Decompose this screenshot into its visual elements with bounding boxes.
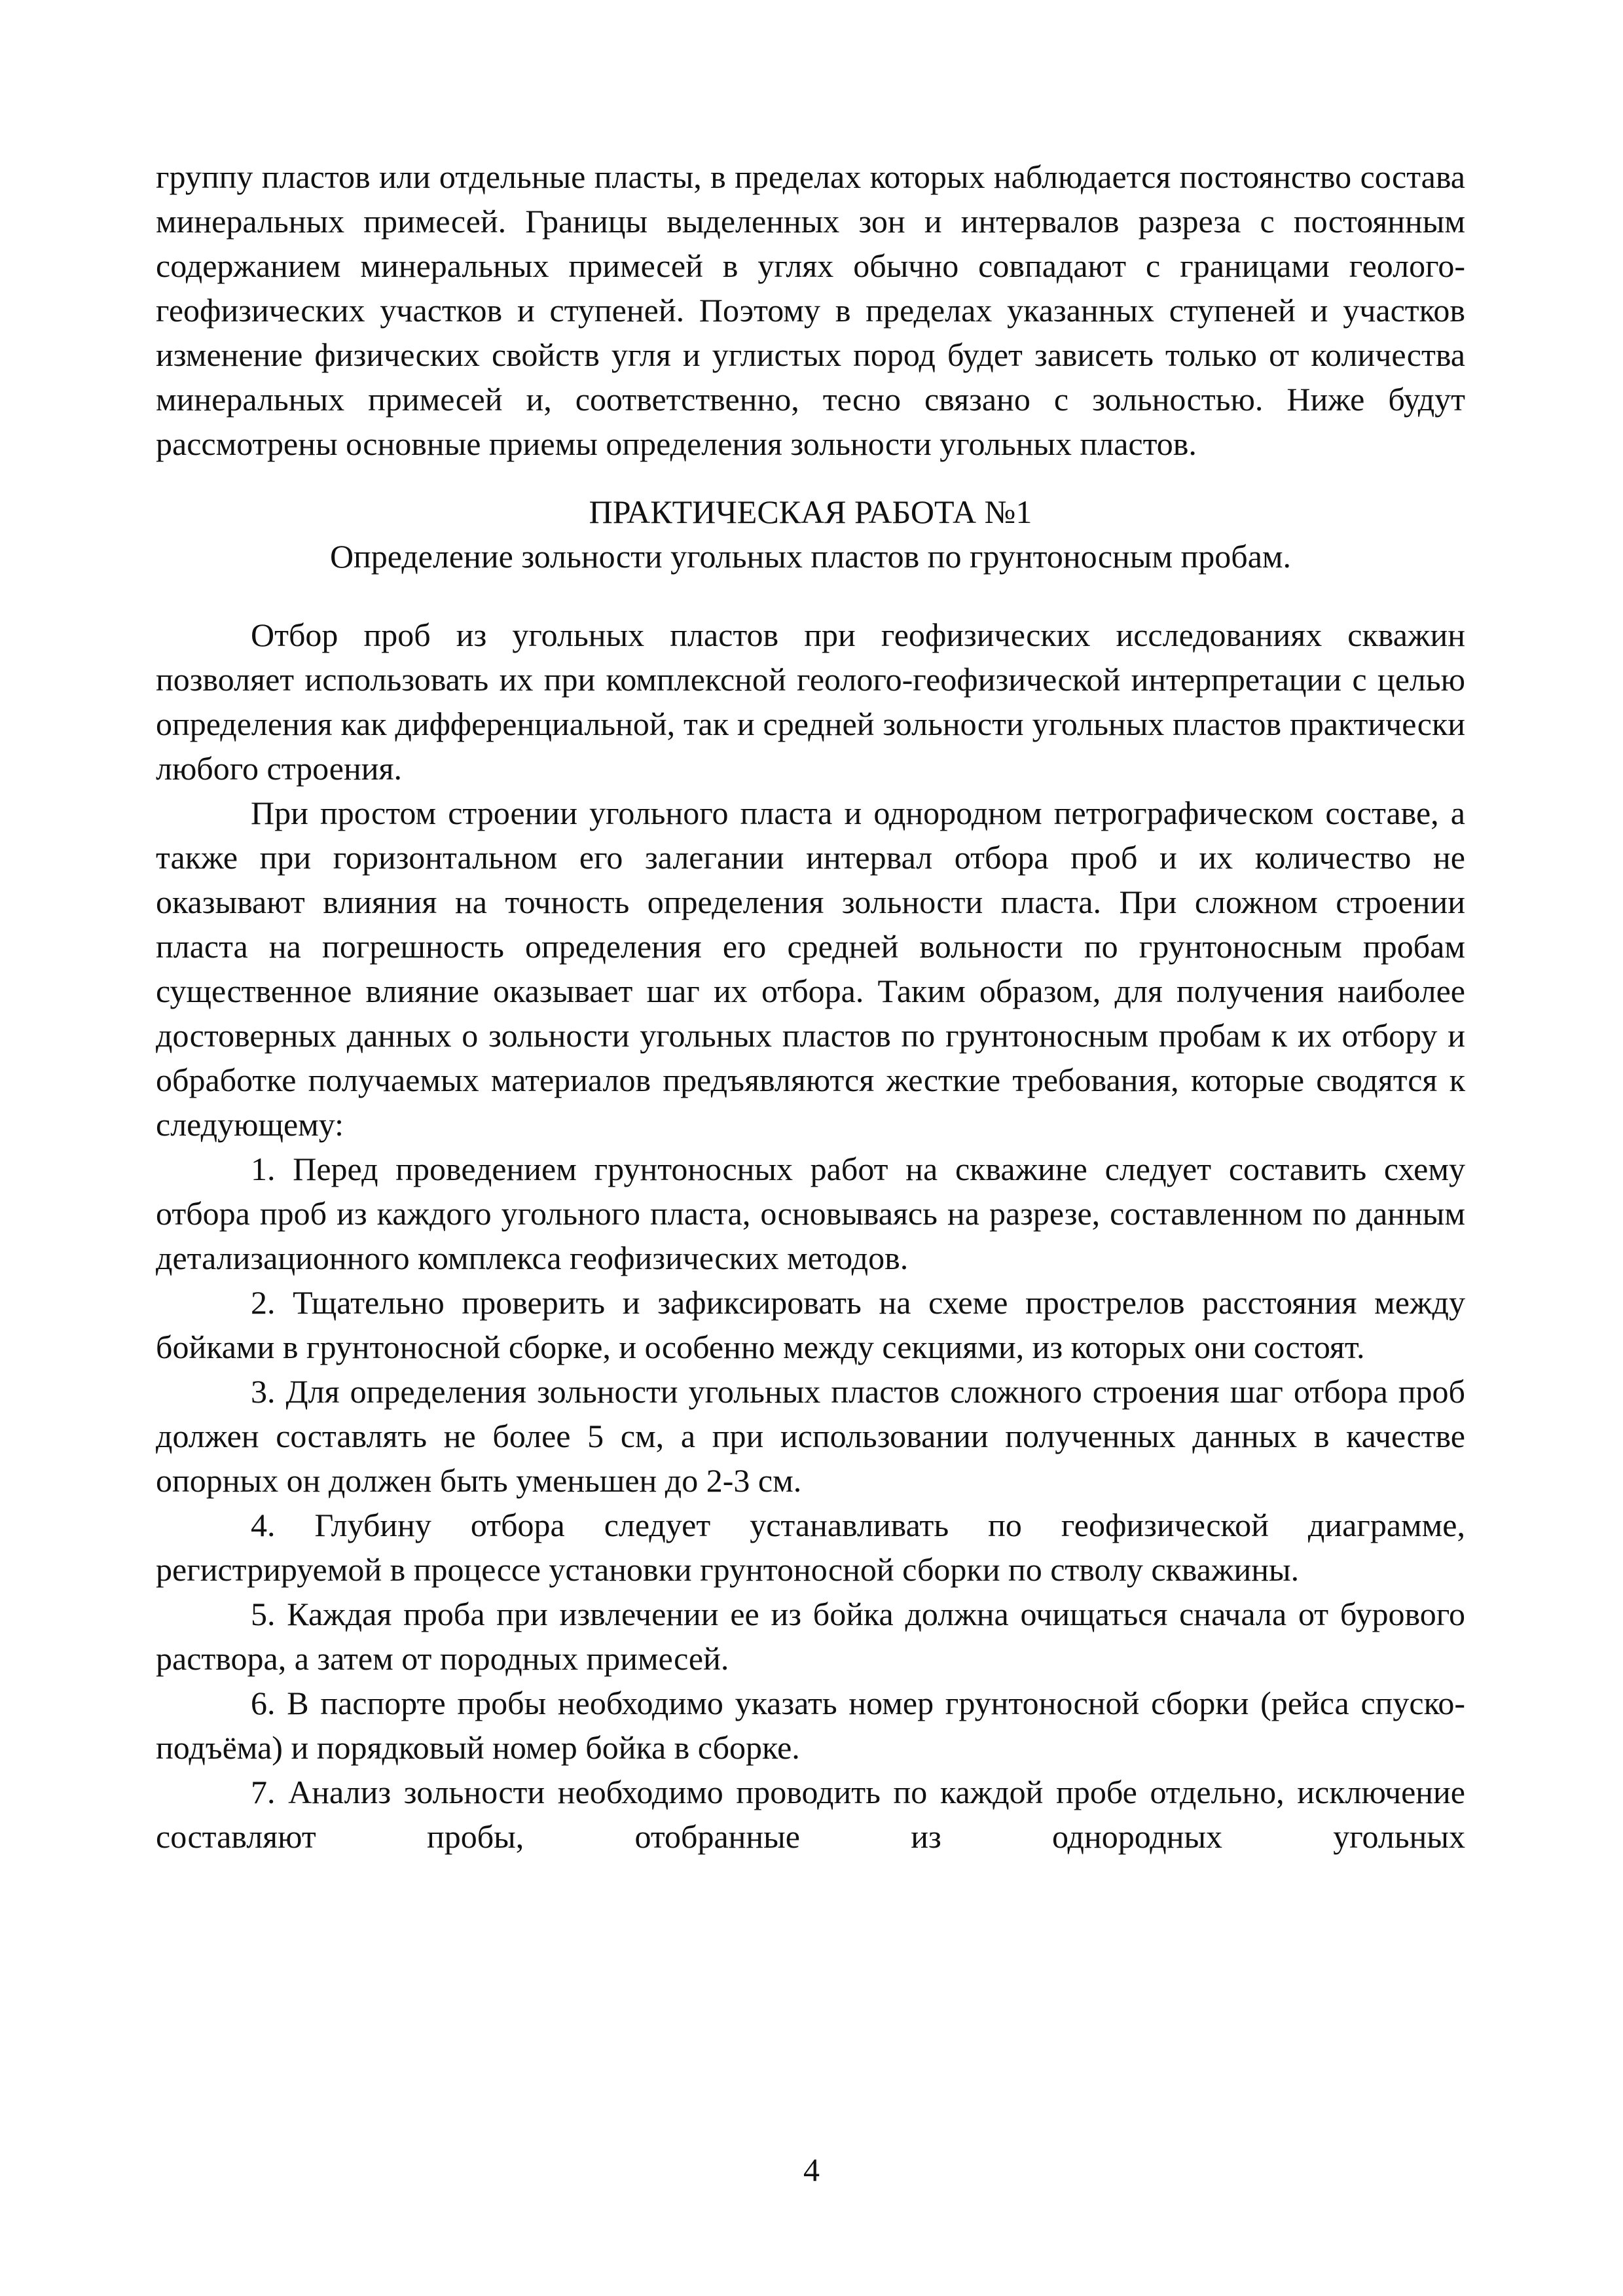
list-item: 4. Глубину отбора следует устанавливать по геофизической диаграмме, регистрируемой в процессе установки грунтоносной сборки по стволу скважины. — [156, 1507, 1465, 1588]
list-item: 7. Анализ зольности необходимо проводить по каждой пробе отдельно, исключение составляют пробы, отобранные из однородных угольных — [156, 1774, 1465, 1855]
section-subtitle: Определение зольности угольных пластов по грунтоносным пробам. — [329, 538, 1292, 575]
body-paragraph: При простом строении угольного пласта и однородном петрографическом составе, а также при горизонтальном его залегании интервал отбора проб и их количество не оказывают влияния на точность определения зольности пласта. При сложном строении пласта на погрешность определения его средней вольности по грунтоносным пробам существенное влияние оказывает шаг их отбора. Таким образом, для получения наиболее достоверных данных о зольности угольных пластов по грунтоносным пробам к их отбору и обработке получаемых материалов предъявляются жесткие требования, которые сводятся к следующему: — [156, 795, 1465, 1143]
section-title: ПРАКТИЧЕСКАЯ РАБОТА №1 — [589, 493, 1032, 530]
list-item: 5. Каждая проба при извлечении ее из бойка должна очищаться сначала от бурового раствора, а затем от породных примесей. — [156, 1596, 1465, 1677]
document-page — [156, 154, 1465, 1859]
list-item: 2. Тщательно проверить и зафиксировать на схеме прострелов расстояния между бойками в грунтоносной сборке, и особенно между секциями, из которых они состоят. — [156, 1284, 1465, 1365]
list-item: 1. Перед проведением грунтоносных работ на скважине следует составить схему отбора проб из каждого угольного пласта, основываясь на разрезе, составленном по данным детализационного комплекса геофизических методов. — [156, 1151, 1465, 1276]
intro-paragraph: группу пластов или отдельные пласты, в пределах которых наблюдается постоянство состава минеральных примесей. Границы выделенных зон и интервалов разреза с постоянным содержанием минеральных примесей в углях обычно совпадают с границами геолого-геофизических участков и ступеней. Поэтому в пределах указанных ступеней и участков изменение физических свойств угля и углистых пород будет зависеть только от количества минеральных примесей и, соответственно, тесно связано с зольностью. Ниже будут рассмотрены основные приемы определения зольности угольных пластов. — [156, 158, 1465, 462]
page-number: 4 — [803, 2151, 820, 2188]
body-paragraph: Отбор проб из угольных пластов при геофизических исследованиях скважин позволяет использовать их при комплексной геолого-геофизической интерпретации с целью определения как дифференциальной, так и средней зольности угольных пластов практически любого строения. — [156, 617, 1465, 787]
section-heading — [156, 490, 1465, 579]
list-item: 3. Для определения зольности угольных пластов сложного строения шаг отбора проб должен составлять не более 5 см, а при использовании полученных данных в качестве опорных он должен быть уменьшен до 2-3 см. — [156, 1373, 1465, 1499]
list-item: 6. В паспорте пробы необходимо указать номер грунтоносной сборки (рейса спуско-подъёма) и порядковый номер бойка в сборке. — [156, 1685, 1465, 1766]
